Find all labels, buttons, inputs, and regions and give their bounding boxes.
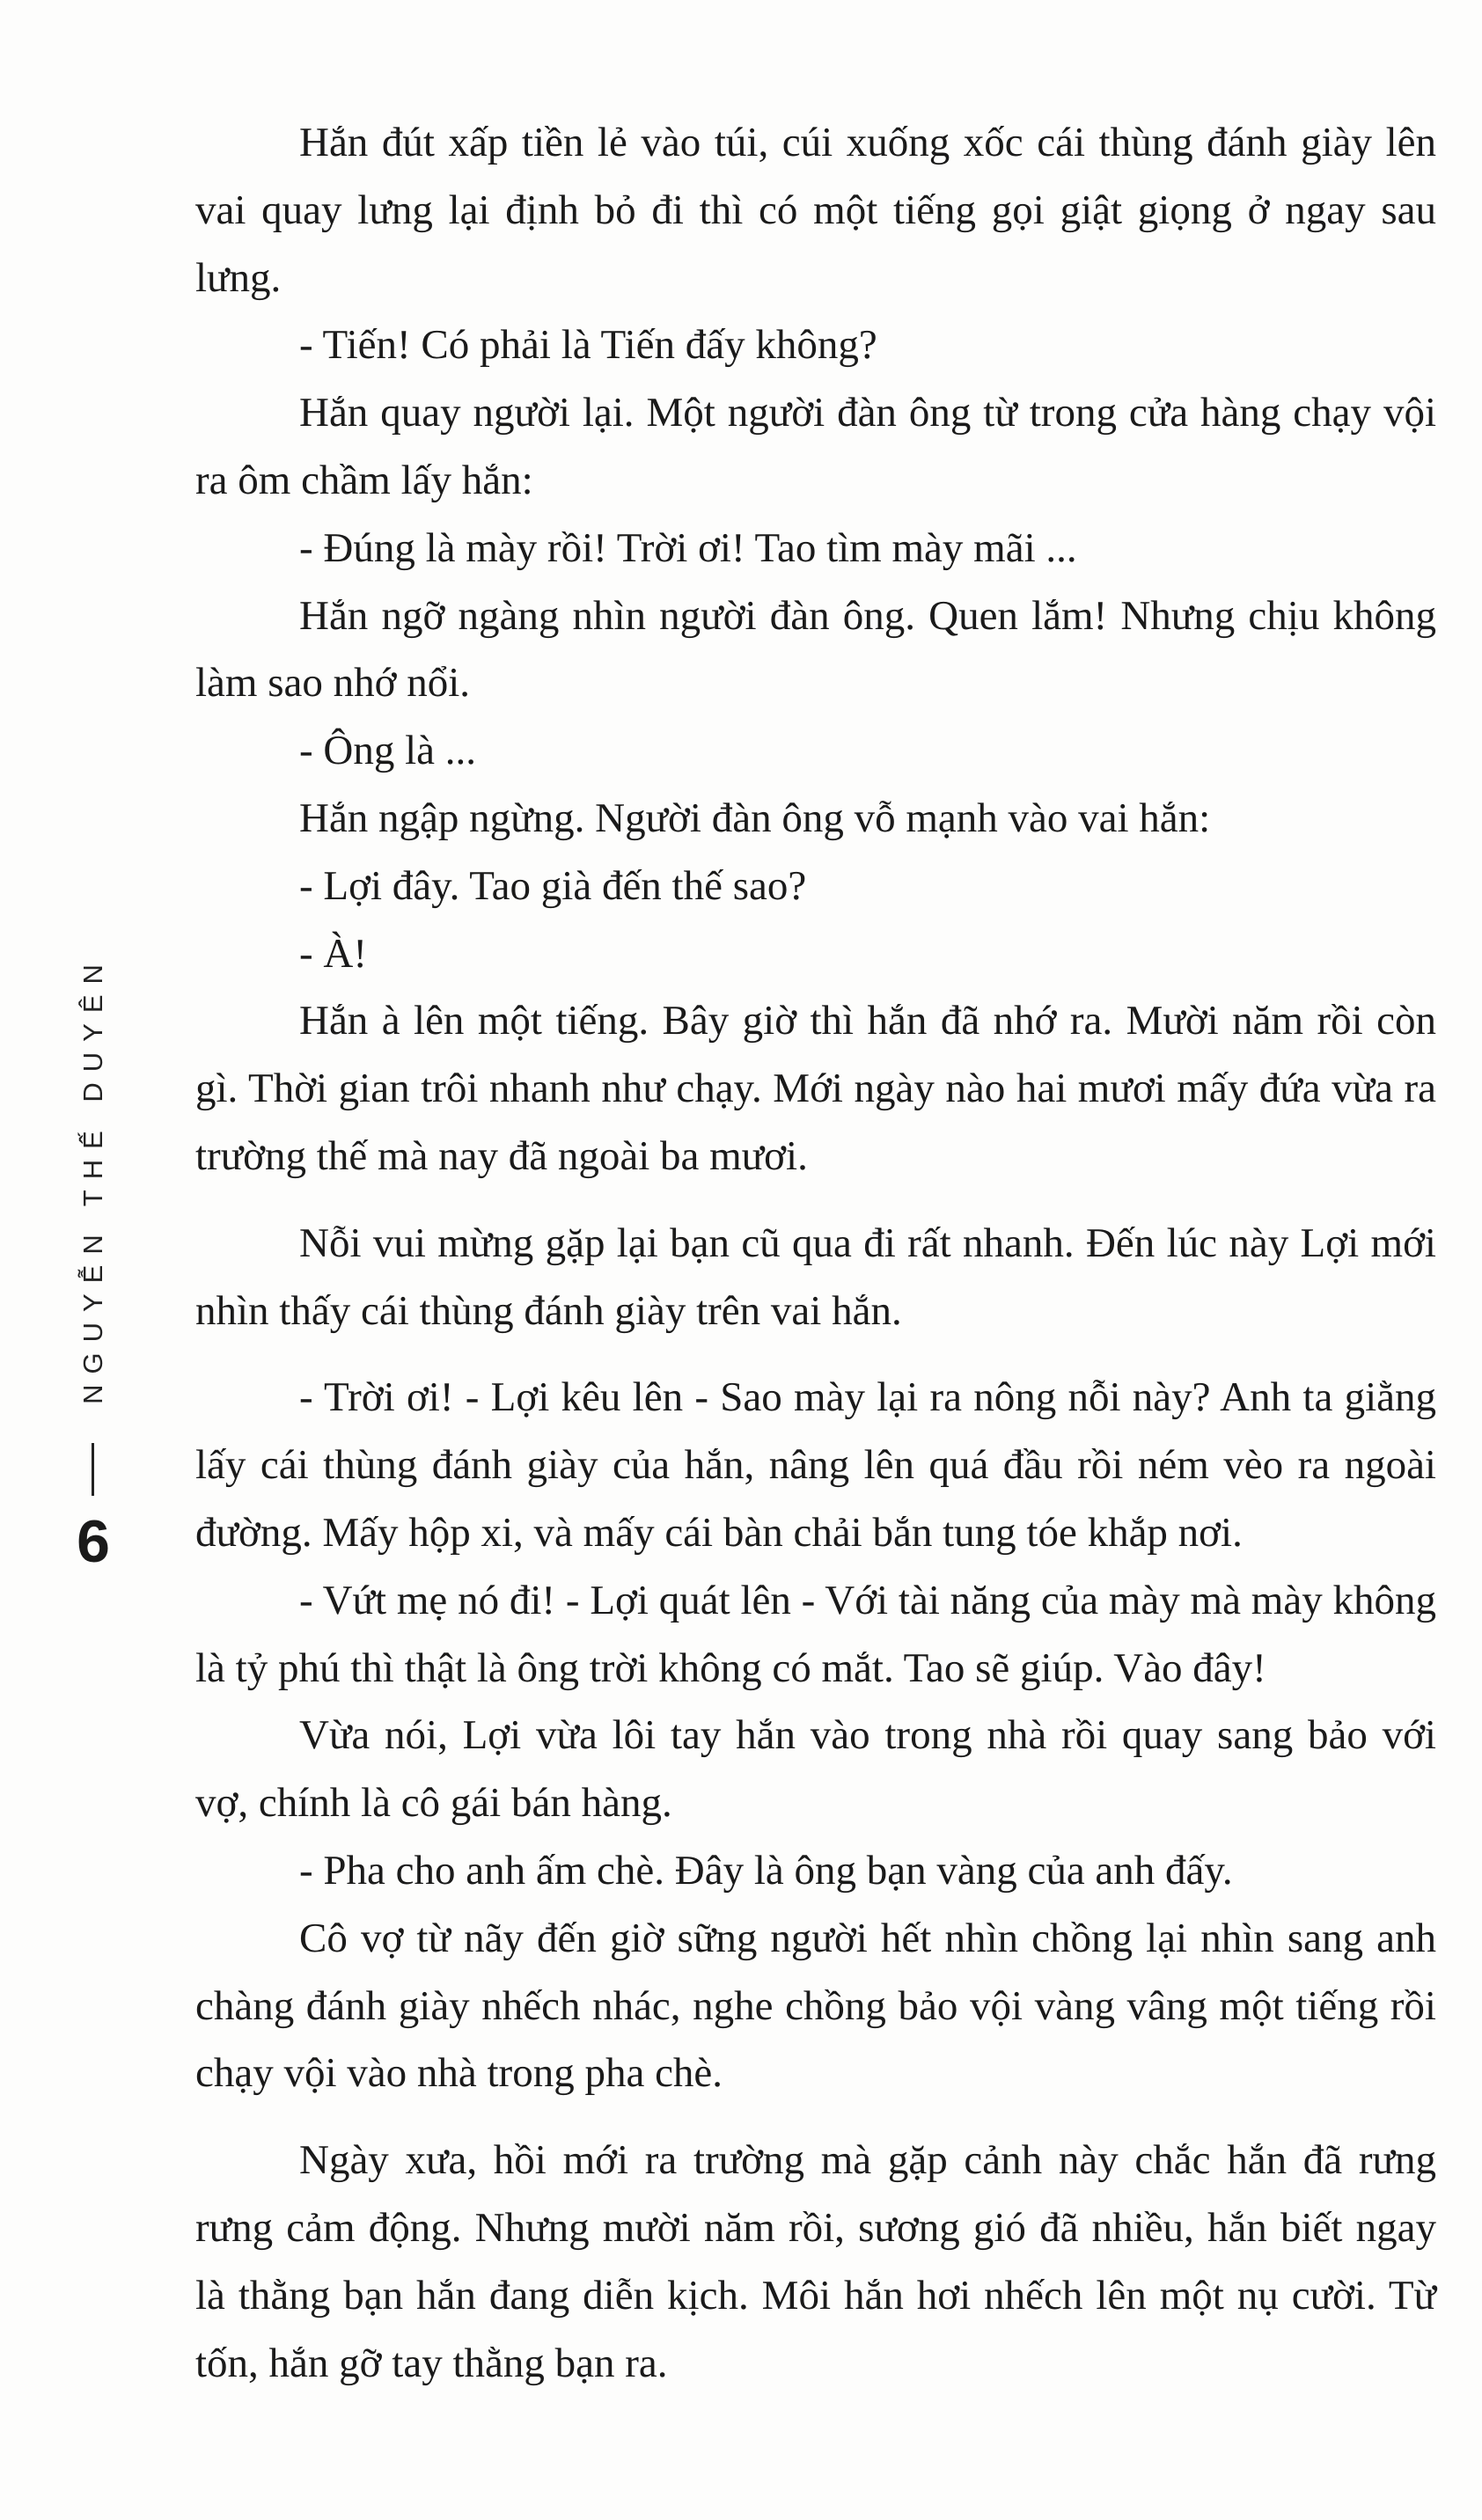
paragraph: Hắn đút xấp tiền lẻ vào túi, cúi xuống xốc cái thùng đánh giày lên vai quay lưng lại định bỏ đi thì có một tiếng gọi giật giọng ở ngay sau lưng. [195,120,1436,301]
paragraph: Hắn ngập ngừng. Người đàn ông vỗ mạnh vào vai hắn: [299,795,1211,841]
paragraph: Hắn à lên một tiếng. Bây giờ thì hắn đã nhớ ra. Mười năm rồi còn gì. Thời gian trôi nhanh như chạy. Mới ngày nào hai mươi mấy đứa vừa ra trường thế mà nay đã ngoài ba mươi. [195,998,1436,1179]
paragraph: Vừa nói, Lợi vừa lôi tay hắn vào trong nhà rồi quay sang bảo với vợ, chính là cô gái bán hàng. [195,1712,1436,1827]
paragraph: Hắn ngỡ ngàng nhìn người đàn ông. Quen lắm! Nhưng chịu không làm sao nhớ nổi. [195,592,1436,707]
paragraph: - À! [299,930,367,977]
paragraph: Hắn quay người lại. Một người đàn ông từ trong cửa hàng chạy vội ra ôm chầm lấy hắn: [195,390,1436,503]
author-name-vertical [67,933,120,1425]
paragraph: - Lợi đây. Tao già đến thế sao? [299,862,807,909]
sidebar-divider [92,1443,94,1496]
paragraph: - Đúng là mày rồi! Trời ơi! Tao tìm mày mãi ... [299,524,1077,571]
paragraph: Ngày xưa, hồi mới ra trường mà gặp cảnh này chắc hắn đã rưng rưng cảm động. Nhưng mười năm rồi, sương gió đã nhiều, hắn biết ngay là thằng bạn hắn đang diễn kịch. Môi hắn hơi nhếch lên một nụ cười. Từ tốn, hắn gỡ tay thằng bạn ra. [195,2137,1436,2386]
paragraph: - Ông là ... [299,728,477,774]
paragraph: - Trời ơi! - Lợi kêu lên - Sao mày lại ra nông nỗi này? Anh ta giằng lấy cái thùng đánh giày của hắn, nâng lên quá đầu rồi ném vèo ra ngoài đường. Mấy hộp xi, và mấy cái bàn chải bắn tung tóe khắp nơi. [195,1374,1436,1556]
body-text [195,109,1436,2397]
author-name-text: NGUYỄN THẾ DUYÊN [77,954,108,1404]
paragraph: - Pha cho anh ấm chè. Đây là ông bạn vàng của anh đấy. [299,1847,1233,1894]
paragraph: - Vứt mẹ nó đi! - Lợi quát lên - Với tài năng của mày mà mày không là tỷ phú thì thật là ông trời không có mắt. Tao sẽ giúp. Vào đây! [195,1577,1436,1691]
page-number: 6 [77,1508,110,1575]
paragraph: Cô vợ từ nãy đến giờ sững người hết nhìn chồng lại nhìn sang anh chàng đánh giày nhếch nhác, nghe chồng bảo vội vàng vâng một tiếng rồi chạy vội vào nhà trong pha chè. [195,1915,1436,2097]
paragraph: - Tiến! Có phải là Tiến đấy không? [299,322,877,369]
paragraph: Nỗi vui mừng gặp lại bạn cũ qua đi rất nhanh. Đến lúc này Lợi mới nhìn thấy cái thùng đánh giày trên vai hắn. [195,1220,1436,1334]
